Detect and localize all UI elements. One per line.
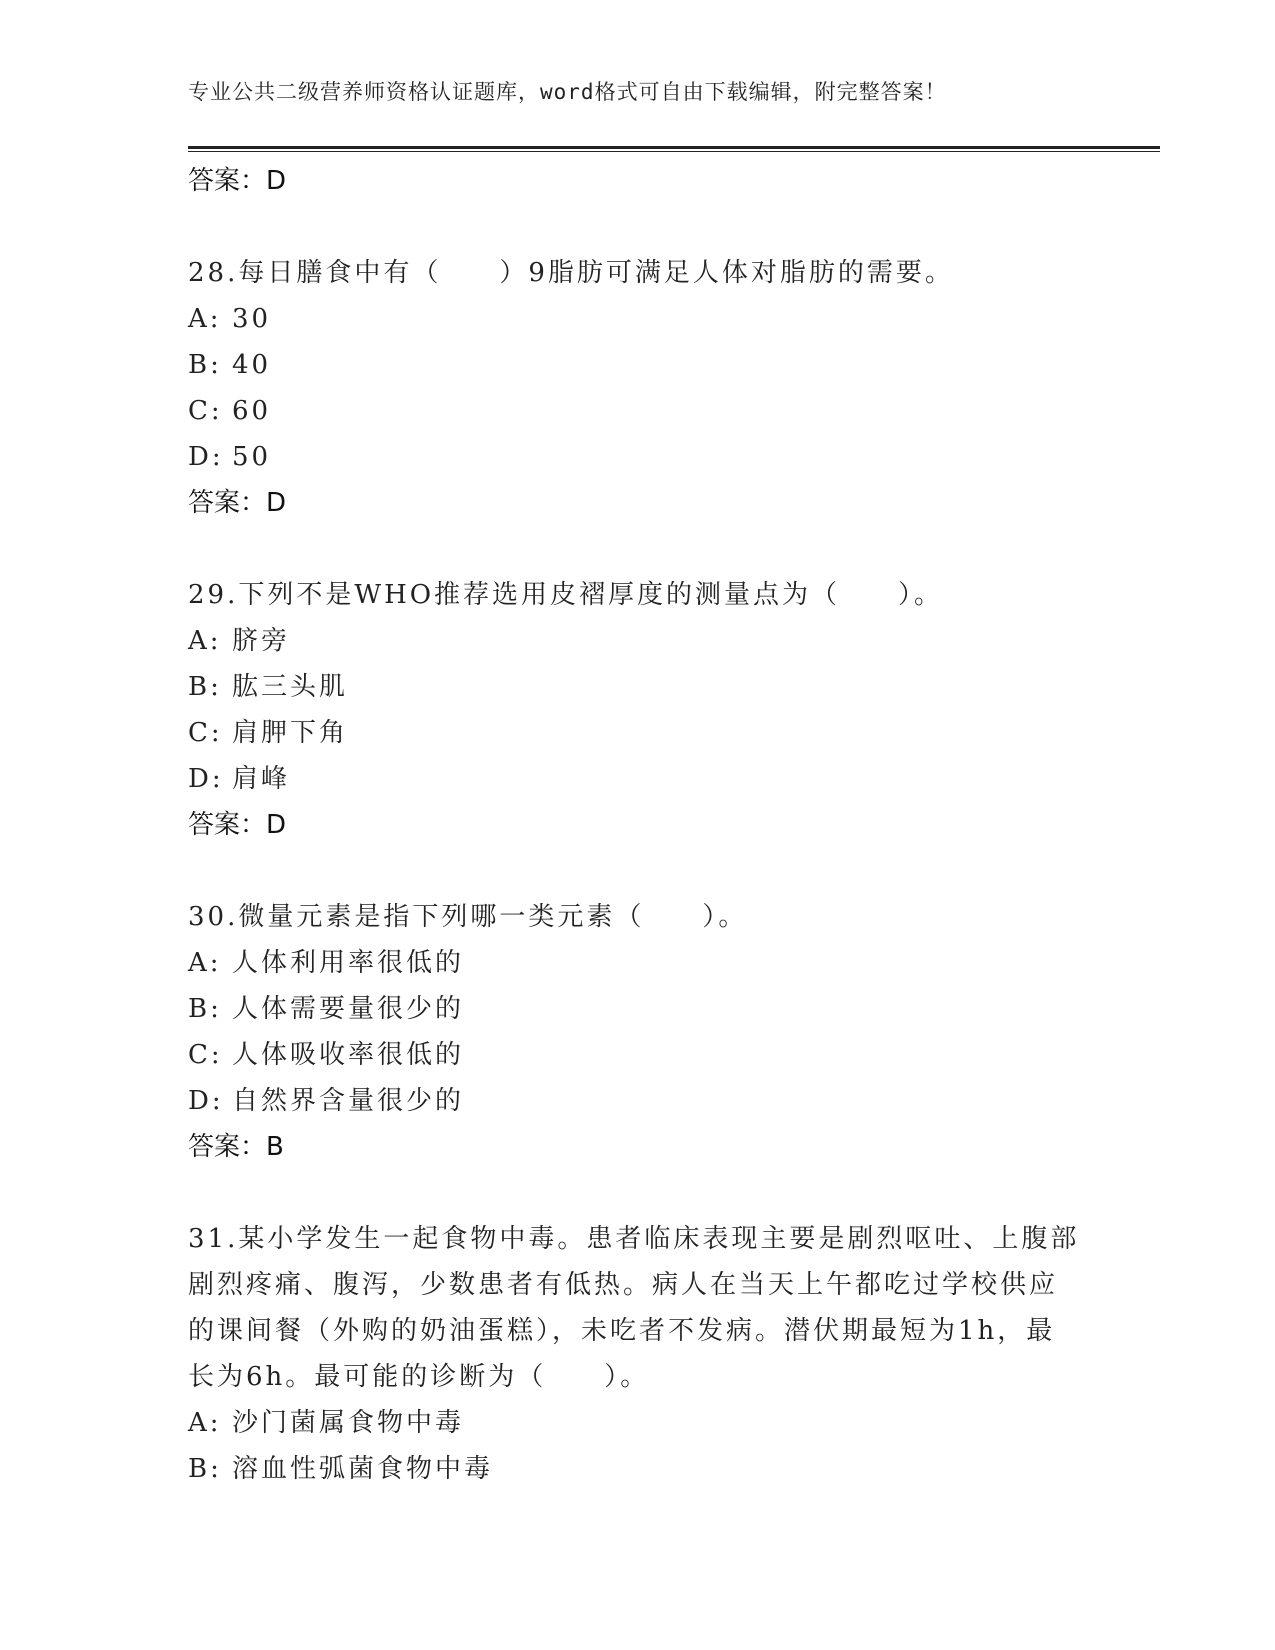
question-stem-line: 剧烈疼痛、腹泻，少数患者有低热。病人在当天上午都吃过学校供应	[188, 1270, 1059, 1300]
option-letter: B:	[188, 1454, 222, 1484]
option-text: 40	[232, 350, 272, 380]
option-a	[188, 296, 1088, 342]
question-stem-line: 的课间餐（外购的奶油蛋糕），未吃者不发病。潜伏期最短为1h，最	[188, 1316, 1056, 1346]
option-text: 人体吸收率很低的	[232, 1040, 465, 1070]
option-d	[188, 756, 1088, 802]
option-a	[188, 1400, 1088, 1446]
option-letter: A:	[188, 626, 222, 656]
option-letter: A:	[188, 948, 222, 978]
option-d	[188, 1078, 1088, 1124]
question-stem: 28.每日膳食中有（ ）9脂肪可满足人体对脂肪的需要。	[188, 258, 954, 288]
question-31	[188, 1216, 1088, 1492]
question-stem-line: 31.某小学发生一起食物中毒。患者临床表现主要是剧烈呕吐、上腹部	[188, 1224, 1080, 1254]
option-text: 脐旁	[232, 626, 291, 656]
header-divider	[188, 146, 1160, 152]
document-body	[188, 158, 1088, 1492]
option-a	[188, 940, 1088, 986]
option-letter: A:	[188, 304, 222, 334]
option-b	[188, 986, 1088, 1032]
option-text: 人体需要量很少的	[232, 994, 465, 1024]
option-b	[188, 1446, 1088, 1492]
option-d	[188, 434, 1088, 480]
option-text: 肱三头肌	[232, 672, 349, 702]
page-header: 专业公共二级营养师资格认证题库，word格式可自由下载编辑，附完整答案！	[188, 80, 947, 104]
answer: 答案：D	[188, 488, 287, 518]
question-stem: 29.下列不是WHO推荐选用皮褶厚度的测量点为（ ）。	[188, 580, 944, 610]
option-text: 30	[232, 304, 272, 334]
option-text: 溶血性弧菌食物中毒	[232, 1454, 494, 1484]
option-b	[188, 342, 1088, 388]
option-letter: D:	[188, 1086, 224, 1116]
option-text: 肩胛下角	[232, 718, 349, 748]
option-c	[188, 710, 1088, 756]
option-c	[188, 388, 1088, 434]
answer: 答案：D	[188, 810, 287, 840]
question-stem-line: 长为6h。最可能的诊断为（ ）。	[188, 1362, 650, 1392]
option-letter: C:	[188, 1040, 223, 1070]
option-text: 自然界含量很少的	[232, 1086, 465, 1116]
option-letter: A:	[188, 1408, 222, 1438]
option-letter: B:	[188, 350, 222, 380]
option-letter: D:	[188, 764, 224, 794]
option-letter: C:	[188, 718, 223, 748]
option-letter: C:	[188, 396, 223, 426]
option-letter: D:	[188, 442, 224, 472]
option-text: 60	[232, 396, 272, 426]
option-text: 50	[232, 442, 272, 472]
option-b	[188, 664, 1088, 710]
option-text: 人体利用率很低的	[232, 948, 465, 978]
question-29	[188, 572, 1088, 848]
question-30	[188, 894, 1088, 1170]
answer-previous: 答案：D	[188, 166, 287, 196]
option-letter: B:	[188, 994, 222, 1024]
question-28	[188, 250, 1088, 526]
option-text: 肩峰	[232, 764, 291, 794]
option-a	[188, 618, 1088, 664]
option-c	[188, 1032, 1088, 1078]
option-text: 沙门菌属食物中毒	[232, 1408, 465, 1438]
answer: 答案：B	[188, 1132, 284, 1162]
option-letter: B:	[188, 672, 222, 702]
question-stem: 30.微量元素是指下列哪一类元素（ ）。	[188, 902, 748, 932]
